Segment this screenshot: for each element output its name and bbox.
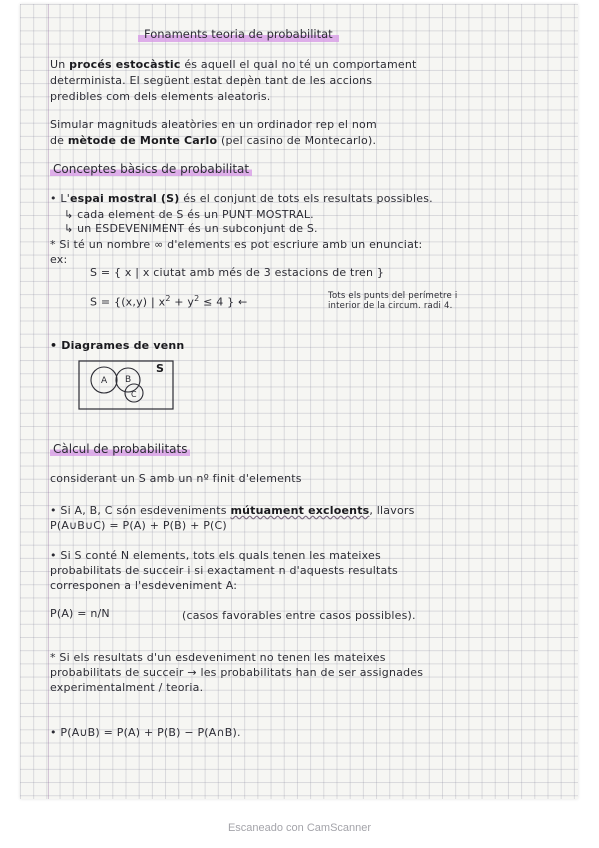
formula-part: + y [170, 295, 195, 309]
finite-condition: considerant un S amb un nº finit d'elements [50, 472, 302, 485]
section-heading-calculus: Càlcul de probabilitats [50, 442, 190, 456]
bullet-equiprobable-1: • Si S conté N elements, tots els quals tenen les mateixes [50, 549, 381, 562]
venn-label-b: B [125, 375, 132, 385]
sub-point-sample: ↳ cada element de S és un PUNT MOSTRAL. [64, 208, 314, 221]
bullet-equiprobable-2: probabilitats de succeir i si exactament n d'aquests resultats [50, 564, 398, 577]
bullet-venn: • Diagrames de venn [50, 339, 185, 352]
note-non-equiprobable-2: probabilitats de succeir → les probabilitats han de ser assignades [50, 666, 424, 679]
sub-point-event: ↳ un ESDEVENIMENT és un subconjunt de S. [64, 222, 318, 235]
notebook-page [20, 4, 578, 799]
example-note-2: interior de la circum. radi 4. [328, 301, 453, 311]
formula-laplace-note: (casos favorables entre casos possibles). [182, 609, 416, 622]
scanner-watermark: Escaneado con CamScanner [227, 822, 372, 834]
formula-union-exclusive: P(A∪B∪C) = P(A) + P(B) + P(C) [50, 519, 227, 532]
section-heading-basics: Conceptes bàsics de probabilitat [50, 162, 252, 176]
formula-fraction: n/N [90, 607, 110, 620]
intro-line-5 [50, 134, 376, 147]
formula-part: P(A) = [50, 607, 87, 620]
term-mutually-exclusive: mútuament excloents [230, 504, 370, 517]
example-note-1: Tots els punts del perímetre i [328, 291, 458, 301]
bullet-mutually-exclusive [50, 504, 415, 517]
term-sample-space: espai mostral (S) [69, 192, 180, 205]
intro-line-2: determinista. El següent estat depèn tant de les accions [50, 74, 373, 87]
intro-text: és aquell el qual no té un comportament [184, 58, 417, 71]
term-stochastic-process: procés estocàstic [69, 58, 181, 71]
note-non-equiprobable-3: experimentalment / teoria. [50, 681, 204, 694]
venn-label-s: S [156, 362, 165, 375]
note-infinite: * Si té un nombre ∞ d'elements es pot escriure amb un enunciat: [50, 238, 423, 251]
bullet-text: • L' [50, 192, 70, 205]
intro-text: (pel casino de Montecarlo). [220, 134, 377, 147]
intro-line-3: predibles com dels elements aleatoris. [50, 90, 271, 103]
page-title: Fonaments teoria de probabilitat [138, 26, 339, 42]
note-non-equiprobable-1: * Si els resultats d'un esdeveniment no tenen les mateixes [50, 651, 386, 664]
margin-line [48, 4, 49, 799]
bullet-equiprobable-3: corresponen a l'esdeveniment A: [50, 579, 238, 592]
bullet-text: , llavors [369, 504, 415, 517]
intro-text: de [50, 134, 65, 147]
formula-part: ≤ 4 } ← [199, 295, 248, 309]
formula-laplace [50, 607, 110, 620]
formula-part: S = {(x,y) | x [90, 295, 166, 309]
example-label: ex: [50, 253, 68, 266]
bullet-text: • Si A, B, C són esdeveniments [50, 504, 227, 517]
formula-union-general: • P(A∪B) = P(A) + P(B) − P(A∩B). [50, 726, 241, 739]
intro-line-4: Simular magnituds aleatòries en un ordinador rep el nom [50, 118, 377, 131]
bullet-sample-space [50, 192, 433, 205]
example-set-2 [90, 294, 247, 309]
exponent: 2 [194, 294, 200, 303]
venn-label-c: C [131, 390, 137, 399]
intro-line-1 [50, 58, 417, 71]
exponent: 2 [165, 294, 171, 303]
intro-text: Un [50, 58, 66, 71]
bullet-text: és el conjunt de tots els resultats possibles. [183, 192, 433, 205]
term-monte-carlo: mètode de Monte Carlo [67, 134, 218, 147]
venn-label-a: A [101, 376, 108, 386]
example-set-1: S = { x | x ciutat amb més de 3 estacions de tren } [90, 266, 385, 279]
